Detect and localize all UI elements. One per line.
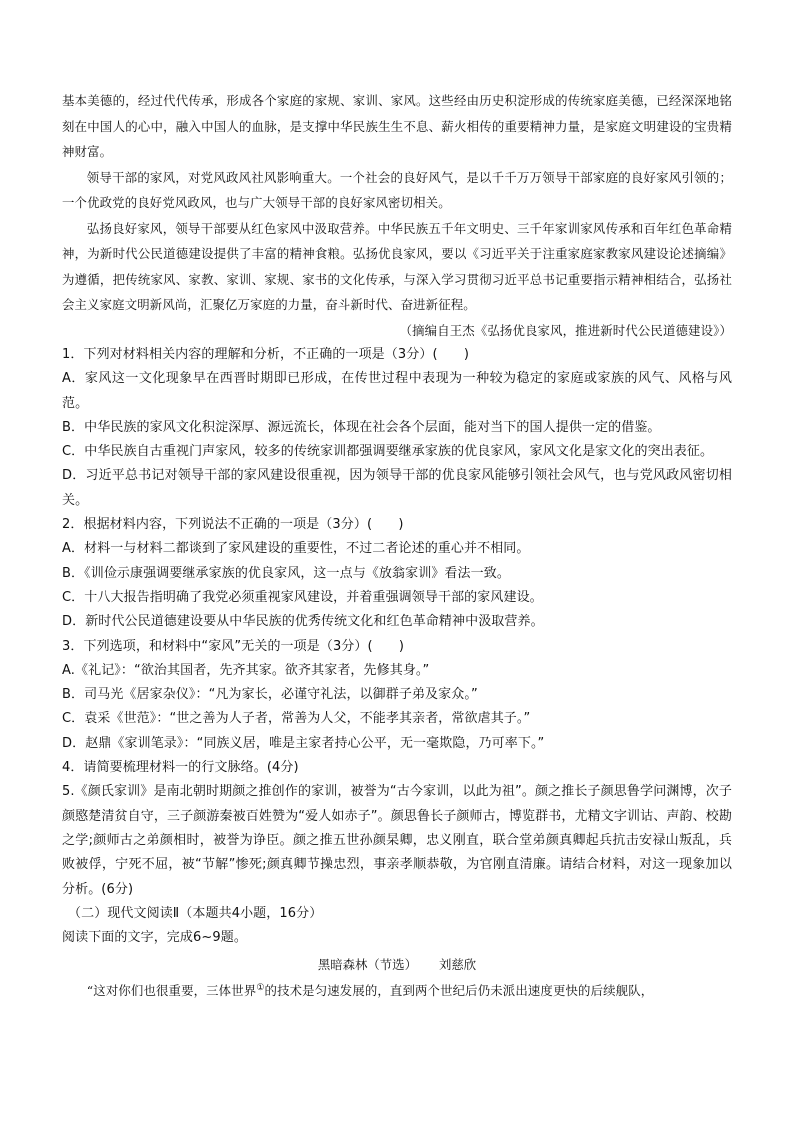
passage-author: 刘慈欣: [438, 957, 477, 973]
question-stem: 3．下列选项，和材料中“家风”无关的一项是（3分）( ): [62, 638, 405, 654]
question-1: [62, 343, 732, 513]
material-paragraph-2: 领导干部的家风，对党风政风社风影响重大。一个社会的良好风气，是以千千万万领导干部家庭的良好家风引领的；一个优政党的良好党风政风，也与广大领导干部的良好家风密切相关。: [62, 169, 732, 210]
section-instruction: 阅读下面的文字，完成6~9题。: [62, 930, 247, 946]
material-paragraph-1: 基本美德的，经过代代传承，形成各个家庭的家规、家训、家风。这些经由历史积淀形成的传统家庭美德，已经深深地铭刻在中国人的心中，融入中国人的血脉，是支撑中华民族生生不息、薪火相传的重要精神力量，是家庭文明建设的宝贵精神财富。: [62, 93, 732, 159]
passage-text: “这对你们也很重要，三体世界: [86, 983, 257, 999]
passage-text-continued: 的技术是匀速发展的，直到两个世纪后仍未派出速度更快的后续舰队，: [264, 983, 654, 999]
option-a: A．家风这一文化现象早在西晋时期即已形成，在传世过程中表现为一种较为稳定的家庭或家族的风气、风格与风范。: [62, 371, 732, 411]
option-c: C．中华民族自古重视门声家风，较多的传统家训都强调要继承家族的优良家风，家风文化是家文化的突出表征。: [62, 444, 714, 460]
passage-title-line: [62, 952, 732, 978]
footnote-mark: ①: [256, 983, 265, 994]
question-list: [62, 343, 732, 950]
question-stem: 4．请简要梳理材料一的行文脉络。(4分): [62, 760, 299, 776]
passage-first-line: [62, 978, 732, 1004]
question-3: [62, 635, 732, 756]
option-d: D．赵鼎《家训笔录》：“同族义居，唯是主家者持心公平，无一毫欺隐，乃可率下。”: [62, 735, 545, 751]
option-a: A．材料一与材料二都谈到了家风建设的重要性，不过二者论述的重心并不相同。: [62, 541, 530, 557]
material-paragraph-3: 弘扬良好家风，领导干部要从红色家风中汲取营养。中华民族五千年文明史、三千年家训家风传承和百年红色革命精神，为新时代公民道德建设提供了丰富的精神食粮。弘扬优良家风，要以《习近平关于注重家庭家教家风建设论述摘编》为遵循，把传统家风、家教、家训、家规、家书的文化传承，与深入学习贯彻习近平总书记重要指示精神相结合，弘扬社会主义家庭文明新风尚，汇聚亿万家庭的力量，奋斗新时代、奋进新征程。: [62, 220, 732, 312]
passage-title: 黑暗森林（节选）: [317, 957, 417, 973]
question-4: [62, 756, 732, 780]
question-stem: 5.《颜氏家训》是南北朝时期颜之推创作的家训，被誉为“古今家训，以此为祖”。颜之推长子颜思鲁学问渊博，次子颜愍楚清贫自守，三子颜游秦被百姓赞为“爱人如赤子”。颜思鲁长子颜师古，博览群书，尤精文字训诂、声韵、校勘之学;颜师古之弟颜相时，被誉为诤臣。颜之推五世孙颜杲卿，忠义刚直，联合堂弟颜真卿起兵抗击安禄山叛乱，兵败被俘，宁死不屈，被“节解”惨死;颜真卿节操忠烈，事亲孝顺恭敬，为官刚直清廉。请结合材料，对这一现象加以分析。(6分): [62, 784, 732, 897]
option-c: C．十八大报告指明确了我党必须重视家风建设，并着重强调领导干部的家风建设。: [62, 589, 543, 605]
option-b: B．中华民族的家风文化积淀深厚、源远流长，体现在社会各个层面，能对当下的国人提供一定的借鉴。: [62, 419, 661, 435]
question-5: [62, 780, 732, 901]
option-c: C．袁采《世范》：“世之善为人子者，常善为人父，不能孝其亲者，常欲虐其子。”: [62, 711, 531, 727]
material-source: （摘编自王杰《弘扬优良家风，推进新时代公民道德建设》）: [399, 322, 732, 338]
option-d: D．新时代公民道德建设要从中华民族的优秀传统文化和红色革命精神中汲取营养。: [62, 614, 544, 630]
exam-page: [62, 88, 732, 1004]
section-heading: （二）现代文阅读Ⅱ（本题共4小题，16分）: [68, 905, 323, 921]
option-b: B．司马光《居家杂仪》：“凡为家长，必谨守礼法，以御群子弟及家众。”: [62, 687, 478, 703]
question-stem: 2．根据材料内容，下列说法不正确的一项是（3分）( ): [62, 517, 404, 533]
question-stem: 1．下列对材料相关内容的理解和分析，不正确的一项是（3分）( ): [62, 347, 469, 362]
material-text: [62, 88, 732, 343]
option-b: B．《训俭示康强调要继承家族的优良家风，这一点与《放翁家训》看法一致。: [62, 565, 510, 581]
option-d: D．习近平总书记对领导干部的家风建设很重视，因为领导干部的优良家风能够引领社会风气，也与党风政风密切相关。: [62, 468, 732, 508]
question-2: [62, 513, 732, 634]
option-a: A.《礼记》：“欲治其国者，先齐其家。欲齐其家者，先修其身。”: [62, 662, 430, 678]
